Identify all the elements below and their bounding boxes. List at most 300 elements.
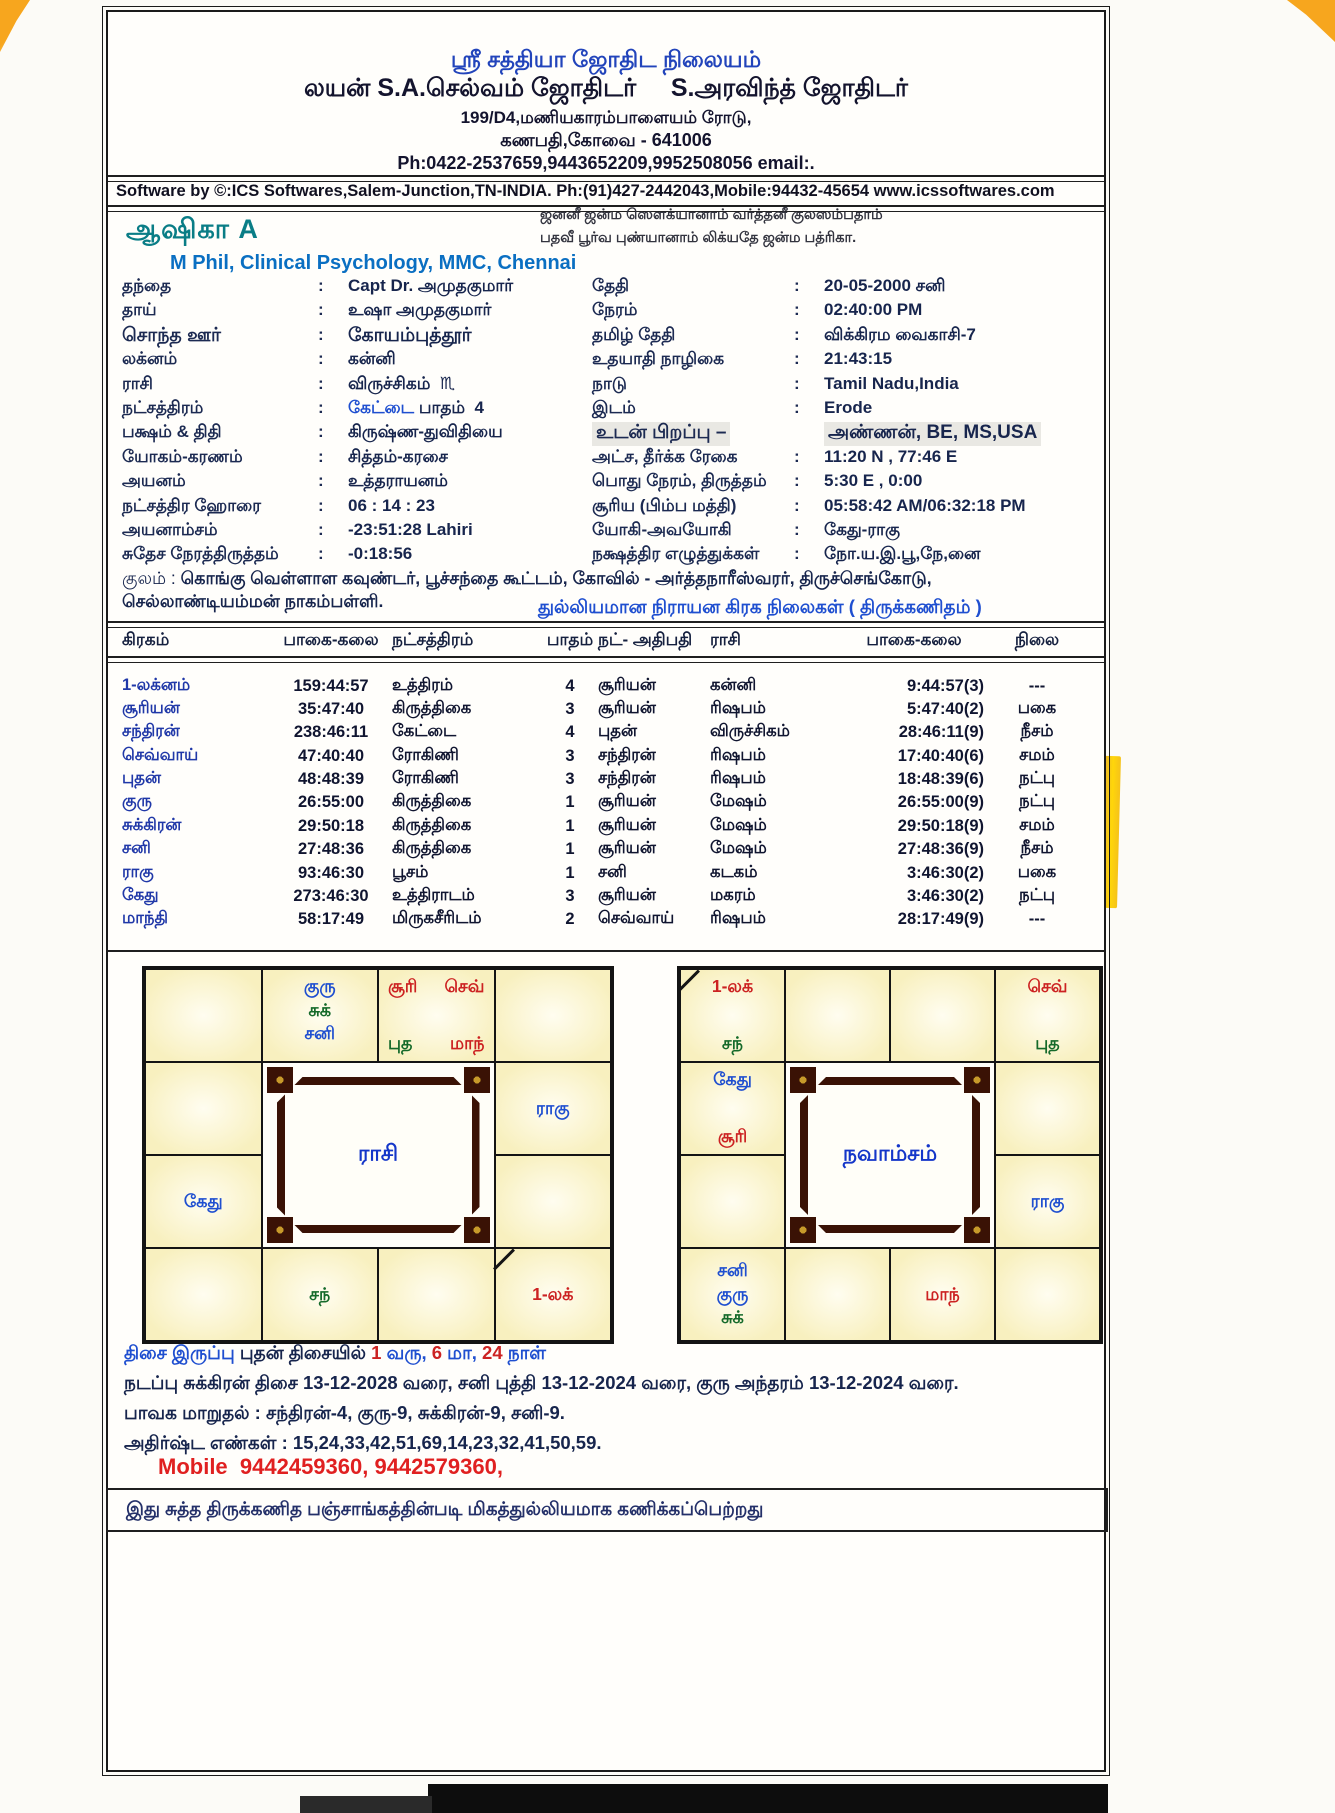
planet-table-cell: சூரியன்: [598, 675, 656, 694]
detail-value: விக்கிரம வைகாசி-7: [824, 324, 976, 344]
divider: [108, 656, 1104, 663]
detail-value: கேது-ராகு: [824, 520, 901, 539]
detail-value: கோயம்புத்தூர்: [348, 324, 472, 346]
chart-cell: [495, 969, 612, 1062]
planet-table-cell: சுக்கிரன்: [122, 815, 182, 834]
planet-table-cell: புதன்: [122, 769, 162, 788]
text-segment: 15,24,33,42,51,69,14,23,32,41,50,59.: [292, 1432, 602, 1453]
text-segment: அதிர்ஷ்ட எண்கள் :: [124, 1432, 293, 1453]
detail-value: 06 : 14 : 23: [348, 495, 435, 515]
footer-note: இது சுத்த திருக்கணித பஞ்சாங்கத்தின்படி மிகத்துல்லியமாக கணிக்கப்பெற்றது: [126, 1498, 764, 1519]
planet-table-row: [122, 791, 1074, 814]
detail-label: பக்ஷம் & திதி: [122, 422, 222, 442]
kulam-line-1: [122, 568, 932, 591]
planet-table-cell: பகை: [1017, 698, 1057, 717]
planet-table-header: நட்சத்திரம்: [392, 630, 474, 649]
detail-value: 11:20 N , 77:46 E: [824, 446, 958, 466]
planet-table-cell: மகரம்: [710, 885, 756, 904]
dasa-line: [124, 1432, 602, 1456]
chart-cell: [995, 969, 1100, 1062]
planet-table-cell: மேஷம்: [710, 792, 767, 811]
planet-table-cell: 1: [565, 793, 575, 812]
planet-table-cell: செவ்வாய்: [598, 909, 675, 928]
address-line-1: 199/D4,மணியகாரம்பாளையம் ரோடு,: [460, 108, 752, 127]
text-segment: மா,: [442, 1342, 483, 1363]
planet-table-cell: 273:46:30: [293, 886, 369, 905]
chart-cell-line: [388, 975, 485, 999]
planet-table-cell: 58:17:49: [297, 910, 365, 929]
planet-table-cell: சூரியன்: [598, 698, 656, 717]
planet-table-cell: ரிஷபம்: [710, 698, 766, 717]
software-credit-line: Software by ©:ICS Softwares,Salem-Junction,TN-INDIA. Ph:(91)427-2442043,Mobile:94432-45654 www.icssoftwares.com: [116, 182, 1055, 200]
detail-label: நேரம்: [592, 300, 638, 320]
chart-corner-ornament: [267, 1067, 293, 1093]
detail-colon: :: [794, 471, 800, 491]
chart-cell-line: [690, 1125, 775, 1149]
chart-cell: [785, 969, 890, 1062]
planet-table-header: பாதம்: [546, 630, 594, 649]
detail-value: Erode: [824, 398, 873, 417]
detail-row: [592, 276, 1092, 300]
dasa-line: [124, 1402, 565, 1426]
detail-row: [592, 422, 1092, 446]
planet-table-row: [122, 768, 1074, 791]
chart-corner-ornament: [790, 1217, 816, 1243]
text-segment: திசை இருப்பு: [124, 1342, 240, 1363]
detail-value: நோ.ய.இ.பூ,நே,னை: [824, 544, 981, 564]
planet-table-cell: மேஷம்: [710, 815, 767, 834]
detail-row: [592, 496, 1092, 520]
text-segment: பாவக மாறுதல் :: [124, 1402, 266, 1423]
detail-row: [122, 520, 592, 544]
detail-value: 21:43:15: [824, 349, 893, 369]
detail-label: நட்சத்திர ஹோரை: [122, 495, 262, 515]
navamsa-chart: [677, 966, 1103, 1344]
planet-abbrev: சனி: [717, 1260, 748, 1281]
planet-table-cell: ---: [1028, 910, 1046, 929]
chart-corner-ornament: [964, 1217, 990, 1243]
detail-colon: :: [318, 544, 324, 564]
planet-table-cell: 28:17:49(9): [897, 910, 984, 929]
divider: [108, 175, 1104, 182]
planet-abbrev: சந்: [722, 1033, 743, 1054]
planet-table-cell: கிருத்திகை: [392, 698, 472, 717]
planet-table-cell: சமம்: [1019, 745, 1055, 764]
planet-table-row: [122, 908, 1074, 931]
chart-cell: [890, 969, 995, 1062]
planet-table-cell: சந்திரன்: [122, 722, 180, 741]
planet-table-cell: நட்பு: [1019, 885, 1055, 904]
planet-abbrev: குரு: [303, 976, 336, 996]
detail-colon: :: [318, 373, 324, 393]
kulam-line-2: [122, 591, 383, 614]
detail-label: சூரிய (பிம்ப மத்தி): [592, 495, 737, 515]
kulam-text-2: செல்லாண்டியம்மன் நாகம்பள்ளி.: [122, 591, 384, 611]
planet-table-cell: புதன்: [598, 722, 638, 741]
detail-value: உஷா அமுதகுமார்: [348, 300, 492, 320]
planet-table-cell: சந்திரன்: [598, 769, 656, 788]
detail-label: சொந்த ஊர்: [122, 324, 221, 346]
chart-cell: [145, 1248, 262, 1341]
chart-corner-ornament: [464, 1067, 490, 1093]
detail-colon: :: [318, 446, 324, 466]
planet-table-cell: செவ்வாய்: [122, 745, 199, 764]
planet-table-cell: கன்னி: [710, 675, 757, 694]
scan-bottom-bar: [428, 1784, 1108, 1813]
planet-table-cell: 28:46:11(9): [898, 723, 984, 742]
astrologer-names: லயன் S.A.செல்வம் ஜோதிடர் S.அரவிந்த் ஜோதிடர்: [303, 74, 908, 102]
planet-table-cell: விருச்சிகம்: [710, 722, 790, 741]
detail-label: யோகி-அவயோகி: [592, 520, 732, 539]
org-name: ஸ்ரீ சத்தியா ஜோதிட நிலையம்: [450, 46, 762, 72]
detail-label: யோகம்-கரணம்: [122, 446, 243, 466]
divider: [108, 621, 1104, 628]
chart-cell-line: [1005, 975, 1090, 999]
footer-note-box: [106, 1488, 1108, 1532]
detail-value: கிருஷ்ண-துவிதியை: [348, 422, 503, 442]
chart-corner-ornament: [964, 1067, 990, 1093]
planet-positions-table: [122, 628, 1074, 932]
text-segment: 6: [431, 1342, 443, 1363]
detail-colon: :: [318, 276, 324, 295]
chart-cell-line: [272, 1022, 369, 1046]
planet-table-cell: உத்திரம்: [392, 675, 454, 694]
planet-table-cell: 3: [565, 746, 575, 765]
chart-cell-line: [272, 975, 369, 999]
chart-cell: [495, 1155, 612, 1248]
text-segment: நாள்: [502, 1342, 546, 1363]
detail-colon: :: [318, 495, 324, 515]
planet-abbrev: 1-லக்: [711, 976, 754, 996]
planet-table-cell: 3: [565, 699, 575, 718]
detail-row: [592, 520, 1092, 544]
chart-cell: [680, 1248, 785, 1341]
detail-value: விருச்சிகம் ♏: [348, 373, 456, 393]
planet-table-cell: 159:44:57: [293, 676, 369, 695]
person-name: ஆஷிகா A: [126, 214, 259, 244]
planet-table-row: [122, 698, 1074, 721]
detail-colon: :: [318, 520, 324, 539]
detail-label: தமிழ் தேதி: [592, 324, 676, 344]
chart-title: ராசி: [357, 1140, 399, 1166]
sloka-line-2: பதவீ பூர்வ புண்யானாம் லிக்யதே ஜன்ம பத்ரிகா.: [540, 230, 857, 247]
detail-row: [592, 447, 1092, 471]
planet-table-cell: பகை: [1017, 862, 1057, 881]
planet-table-cell: மேஷம்: [710, 839, 767, 858]
planet-table-cell: 26:55:00(9): [897, 793, 984, 812]
planet-table-cell: பூசம்: [392, 862, 429, 881]
planet-table-cell: 3:46:30(2): [906, 886, 984, 905]
planet-table-cell: சமம்: [1019, 815, 1055, 834]
detail-value: கன்னி: [348, 349, 396, 369]
planet-table-cell: 1: [565, 816, 575, 835]
planet-table-cell: 3: [565, 770, 575, 789]
detail-row: [122, 374, 592, 398]
detail-label: உதயாதி நாழிகை: [592, 349, 725, 369]
detail-value: -23:51:28 Lahiri: [348, 520, 473, 539]
planet-table-cell: 29:50:18(9): [897, 816, 984, 835]
detail-label: நக்ஷத்திர எழுத்துக்கள்: [592, 544, 760, 564]
chart-cell: [890, 1248, 995, 1341]
planet-table-cell: மாந்தி: [122, 909, 169, 928]
planet-abbrev: செவ்: [1027, 976, 1068, 996]
chart-cell: [145, 1155, 262, 1248]
planet-table-cell: 4: [565, 723, 575, 742]
detail-row: [122, 276, 592, 300]
chart-cell-line: [690, 1283, 775, 1307]
detail-colon: :: [318, 349, 324, 369]
detail-colon: :: [318, 300, 324, 320]
detail-row: [122, 422, 592, 446]
scan-bottom-bar-small: [300, 1796, 432, 1813]
chart-cell: [680, 1155, 785, 1248]
chart-corner-ornament: [790, 1067, 816, 1093]
planet-table-row: [122, 885, 1074, 908]
detail-colon: :: [794, 373, 800, 393]
detail-value: 5:30 E , 0:00: [824, 471, 923, 491]
detail-colon: :: [794, 300, 800, 320]
planet-abbrev: சூரி: [717, 1126, 748, 1147]
planet-table-header: நட்- அதிபதி: [598, 630, 693, 649]
chart-cell: [680, 1062, 785, 1155]
planet-table-cell: 3:46:30(2): [906, 863, 984, 882]
kulam-label: குலம் :: [122, 568, 176, 588]
detail-row: [122, 471, 592, 495]
chart-cell-line: [1005, 1032, 1090, 1056]
planet-table-row: [122, 861, 1074, 884]
text-segment: புதன் திசையில்: [239, 1342, 372, 1363]
detail-row: [592, 349, 1092, 373]
planet-abbrev: சந்: [309, 1283, 331, 1304]
detail-label: அயனாம்சம்: [122, 520, 218, 539]
dasa-line: [124, 1372, 959, 1396]
planet-table-cell: 93:46:30: [297, 863, 365, 882]
planet-table-cell: 238:46:11: [293, 723, 369, 742]
address-line-2: கணபதி,கோவை - 641006: [500, 130, 712, 150]
detail-colon: :: [794, 520, 800, 539]
detail-label: தாய்: [122, 300, 157, 320]
detail-colon: :: [318, 471, 324, 491]
detail-value: Tamil Nadu,India: [824, 373, 959, 393]
chart-cell-line: [690, 1259, 775, 1283]
planet-table-cell: சனி: [598, 862, 627, 881]
detail-value: -0:18:56: [348, 544, 413, 564]
planet-table-cell: 1-லக்னம்: [122, 675, 191, 694]
planet-abbrev: கேது: [713, 1069, 752, 1089]
planet-abbrev: புத: [1035, 1033, 1060, 1054]
chart-cell-line: [690, 1068, 775, 1092]
detail-row: [122, 300, 592, 324]
planet-table-cell: நட்பு: [1019, 769, 1055, 788]
detail-value: அண்ணன், BE, MS,USA: [824, 422, 1041, 446]
chart-cell-line: [690, 1306, 775, 1330]
planet-abbrev: ராகு: [535, 1097, 570, 1118]
chart-cell-line: [272, 999, 369, 1023]
person-qualification: M Phil, Clinical Psychology, MMC, Chennai: [170, 252, 577, 274]
chart-cell: [995, 1155, 1100, 1248]
planet-table-header-row: [122, 628, 1074, 654]
planet-table-cell: ரிஷபம்: [710, 745, 766, 764]
detail-label: உடன் பிறப்பு –: [592, 422, 730, 446]
text-segment: 24: [482, 1342, 503, 1363]
planet-table-row: [122, 838, 1074, 861]
planet-table-header: பாகை-கலை: [283, 630, 379, 649]
chart-cell-line: [505, 1283, 602, 1307]
chart-cell: [378, 1248, 495, 1341]
planet-table-row: [122, 815, 1074, 838]
planet-table-cell: 5:47:40(2): [906, 699, 984, 718]
detail-colon: :: [794, 398, 800, 417]
chart-cell: [262, 969, 379, 1062]
planet-abbrev: சூரி: [388, 976, 418, 996]
detail-row: [592, 544, 1092, 568]
planet-table-cell: 27:48:36(9): [897, 840, 984, 859]
planet-table-cell: 9:44:57(3): [906, 676, 984, 695]
chart-cell-line: [900, 1283, 985, 1307]
scan-corner-mark-top-right: [1287, 0, 1335, 42]
planet-table-cell: கடகம்: [710, 862, 758, 881]
detail-row: [592, 398, 1092, 422]
planet-abbrev: ராகு: [1030, 1190, 1065, 1211]
planet-table-cell: சூரியன்: [598, 839, 656, 858]
detail-colon: :: [318, 422, 324, 442]
detail-label: தேதி: [592, 276, 630, 295]
rasi-chart: [142, 966, 614, 1344]
detail-value: Capt Dr. அமுதகுமார்: [348, 276, 514, 295]
text-segment: சந்திரன்-4, குரு-9, சுக்கிரன்-9, சனி-9.: [265, 1402, 565, 1423]
chart-cell: [145, 1062, 262, 1155]
planet-table-cell: 1: [565, 840, 575, 859]
planet-table-title: துல்லியமான நிராயன கிரக நிலைகள் ( திருக்கணிதம் ): [538, 596, 982, 617]
detail-colon: :: [318, 324, 324, 344]
planet-table-cell: ரோகிணி: [392, 745, 459, 764]
chart-title: நவாம்சம்: [842, 1140, 938, 1166]
planet-table-cell: 26:55:00: [297, 793, 365, 812]
detail-label: பொது நேரம், திருத்தம்: [592, 471, 767, 491]
planet-table-cell: கிருத்திகை: [392, 792, 472, 811]
chart-cell-line: [1005, 1190, 1090, 1214]
planet-abbrev: குரு: [716, 1283, 749, 1304]
chart-cell: [995, 1248, 1100, 1341]
planet-table-header: பாகை-கலை: [866, 630, 962, 649]
detail-colon: :: [794, 495, 800, 515]
planet-table-cell: சூரியன்: [122, 698, 180, 717]
chart-cell-line: [155, 1190, 252, 1214]
planet-abbrev: சுக்: [721, 1307, 744, 1328]
planet-table-cell: கிருத்திகை: [392, 839, 472, 858]
text-segment: 1: [371, 1342, 382, 1363]
detail-label: அட்ச, தீர்க்க ரேகை: [592, 446, 738, 466]
detail-row: [122, 349, 592, 373]
chart-cell: [145, 969, 262, 1062]
chart-cell-line: [388, 1032, 485, 1056]
planet-table-cell: கேது: [122, 885, 159, 904]
detail-label: நட்சத்திரம்: [122, 398, 204, 417]
scan-corner-mark-top-left: [0, 0, 30, 52]
detail-colon: :: [794, 349, 800, 369]
planet-table-cell: ரிஷபம்: [710, 909, 766, 928]
planet-abbrev: மாந்: [925, 1283, 960, 1304]
planet-table-cell: 27:48:36: [297, 840, 365, 859]
planet-table-cell: கிருத்திகை: [392, 815, 472, 834]
detail-label: நாடு: [592, 373, 627, 393]
kulam-text-1: கொங்கு வெள்ளாள கவுண்டர், பூச்சந்தை கூட்டம், கோவில் - அர்த்தநாரீஸ்வரர், திருச்செங்கோடு,: [180, 568, 932, 588]
planet-table-cell: 18:48:39(6): [897, 770, 984, 789]
mobile-numbers: Mobile 9442459360, 9442579360,: [158, 1454, 503, 1479]
chart-center: [785, 1062, 995, 1248]
chart-cell: [785, 1248, 890, 1341]
planet-table-row: [122, 745, 1074, 768]
detail-colon: :: [318, 398, 324, 417]
planet-table-cell: சூரியன்: [598, 885, 656, 904]
planet-table-cell: சூரியன்: [598, 815, 656, 834]
detail-label: தந்தை: [122, 276, 172, 295]
chart-cell: [995, 1062, 1100, 1155]
planet-table-row: [122, 721, 1074, 744]
planet-abbrev: மாந்: [450, 1033, 485, 1054]
planet-table-cell: சனி: [122, 839, 151, 858]
detail-row: [122, 325, 592, 349]
planet-table-cell: 2: [565, 910, 575, 929]
detail-colon: :: [794, 544, 800, 564]
detail-colon: :: [794, 276, 800, 295]
planet-table-cell: 47:40:40: [297, 746, 365, 765]
chart-cell: [680, 969, 785, 1062]
planet-table-cell: 48:48:39: [297, 770, 365, 789]
planet-table-cell: 4: [565, 676, 575, 695]
document-border-box: [106, 10, 1106, 1772]
planet-abbrev: புத: [388, 1033, 413, 1054]
planet-table-cell: ரோகிணி: [392, 769, 459, 788]
detail-value: உத்தராயனம்: [348, 471, 448, 491]
planet-table-header: ராசி: [710, 630, 741, 649]
planet-abbrev: சனி: [304, 1023, 336, 1044]
planet-abbrev: கேது: [183, 1190, 223, 1211]
planet-abbrev: செவ்: [444, 976, 485, 996]
planet-table-cell: நட்பு: [1019, 792, 1055, 811]
planet-table-header: கிரகம்: [122, 630, 170, 649]
chart-cell: [495, 1062, 612, 1155]
planet-table-cell: 29:50:18: [297, 816, 365, 835]
planet-table-cell: சூரியன்: [598, 792, 656, 811]
chart-cell: [262, 1248, 379, 1341]
phone-line: Ph:0422-2537659,9443652209,9952508056 email:.: [397, 153, 815, 173]
chart-cell-line: [272, 1283, 369, 1307]
planet-table-row: [122, 674, 1074, 697]
detail-value: சித்தம்-கரசை: [348, 446, 448, 466]
detail-row: [592, 374, 1092, 398]
detail-row: [122, 544, 592, 568]
planet-table-header: நிலை: [1014, 630, 1060, 649]
chart-cell-line: [690, 975, 775, 999]
sanskrit-sloka: [540, 204, 883, 250]
planet-table-cell: ராகு: [122, 862, 154, 881]
detail-label: அயனம்: [122, 471, 186, 491]
detail-row: [122, 447, 592, 471]
detail-label: இடம்: [592, 398, 636, 417]
sloka-line-1: ஜனனீ ஜன்ம ஸௌக்யானாம் வர்த்தனீ குலஸம்பதாம்: [540, 207, 883, 223]
detail-row: [592, 471, 1092, 495]
chart-cell: [378, 969, 495, 1062]
detail-value: 05:58:42 AM/06:32:18 PM: [824, 495, 1026, 515]
text-segment: பாதம் 4: [418, 398, 485, 417]
planet-table-cell: மிருகசீரிடம்: [392, 909, 482, 928]
chart-corner-ornament: [267, 1217, 293, 1243]
detail-colon: :: [794, 446, 800, 466]
chart-cell: [495, 1248, 612, 1341]
planet-table-cell: ரிஷபம்: [710, 769, 766, 788]
planet-table-cell: 1: [565, 863, 575, 882]
